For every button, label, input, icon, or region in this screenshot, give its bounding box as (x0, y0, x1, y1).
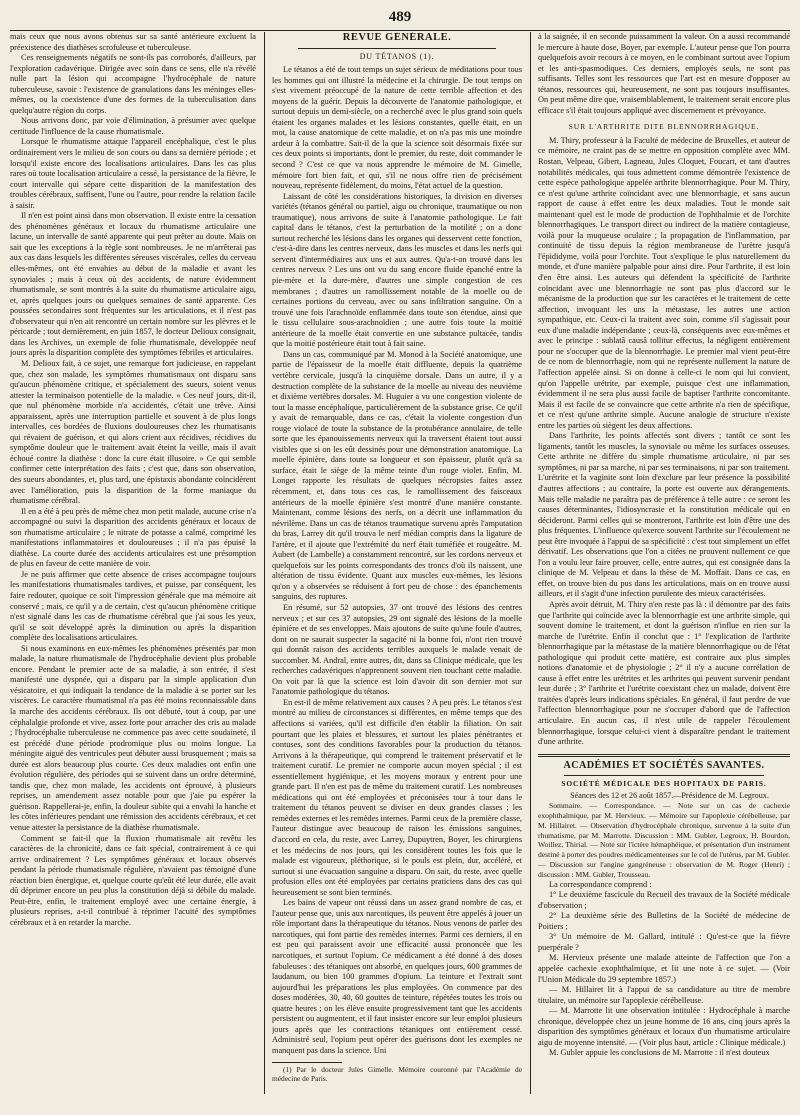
header-rule (10, 30, 790, 31)
paragraph: Je ne puis affirmer que cette absence de crises accompagne toujours les manifestations rhumatismales tardives, et puisse, par conséquent, les faire redouter, quoique ce soit l'impression générale que ma mémoire ait conservé ; mais, ce qu'il y a de certain, c'est qu'aucun phénomène critique n'est signalé dans les cas de rhumatisme cérébral que j'ai sous les yeux, qu'il se soit développé après la diminution ou après la disparition complète des localisations articulaires. (10, 569, 256, 643)
col3-body (538, 136, 790, 748)
paragraph: Nous arrivons donc, par voie d'élimination, à présumer avec quelque certitude l'influence de la cause rhumatismale. (10, 116, 256, 136)
paragraph: M. Thiry, professeur à la Faculté de médecine de Bruxelles, et auteur de ce mémoire, ne craint pas de se mettre en opposition complète avec MM. Rostan, Velpeau, Gibert, Lagneau, Jules Cloquet, Foucart, et tant d'autres notabilités médicales, qui tous admettent comme démontrée l'existence de cette espèce pathologique appelée arthrite blennorrhagique. Pour M. Thiry, ce n'est qu'une arthrite coïncidant avec une blennorrhagie, et sans aucun rapport de cause à effet entre les deux maladies. Tout le monde sait maintenant quel est le mode de production de l'ophthalmie et de l'orchite blennorrhagiques. Le transport direct ou indirect de la matière contagieuse, voilà pour la muqueuse oculaire ; la propagation de l'inflammation, par continuité de tissu depuis la région membraneuse de l'urètre jusqu'à l'épididyme, voilà pour l'orchite. Tout s'explique le plus naturellement du monde, et d'une manière palpable pour ainsi dire. Pour l'arthrite, il est loin d'en être ainsi. Les auteurs qui défendent la spécificité de l'arthrite coïncidant avec une blennorrhagie ne sont pas plus d'accord sur le mécanisme de la production que sur les caractères et le traitement de cette affection, invoquant les uns la métastase, les autres une action sympathique, etc. Ceux-ci la traitent avec soin, comme s'il s'agissait pour eux d'une maladie indépendante ; ceux-là, conséquents avec eux-mêmes et avec le principe : sublatâ causâ tollitur effectus, la négligent entièrement pour ne s'occuper que de la blennorrhagie. Le premier mal vient peut-être de ce nom de blennorrhagie, nom qui ne représente nullement la nature de l'affection appelée ainsi. Si on donne à celle-ci le nom qui lui convient, qu'on l'appelle urétrite, par exemple, puisque c'est une inflammation, évidemment il ne sera plus aussi facile de baptiser l'arthrite concomitante. Mais il est facile de se convaincre que cette arthrite n'a rien de spécifique, et ce n'est qu'une arthrite simple. Aucune analogie de structure n'existe entre les parties où siègent les deux affections. (538, 135, 790, 430)
column-rule-right (530, 32, 531, 1094)
paragraph: 2° La deuxième série des Bulletins de la Société de médecine de Poitiers ; (538, 911, 790, 931)
article-title-tetanos: DU TÉTANOS (1). (359, 51, 435, 61)
paragraph: Le tétanos a été de tout temps un sujet sérieux de méditations pour tous les hommes qui ont illustré la médecine et la chirurgie. De tout temps on s'est vivement préoccupé de la nature de cette terrible affection et des moyens de la guérir. Depuis la découverte de l'anatomie pathologique, et surtout depuis un demi-siècle, on a recherché avec le plus grand soin quels étaient les organes malades et les lésions constantes, quelle était, en un mot, la cause anatomique de cette maladie, et on n'a pas mis une moindre ardeur à la combattre. Sait-il de la que la science soit désormais fixée sur ces deux points si importants, dont le premier, du reste, doit commander le second ? C'est ce que va nous apprendre le mémoire de M. Gimelle, mémoire fort bien fait, et qui, s'il ne nous offre rien de précisément nouveau, représente fidèlement, du moins, l'état actuel de la question. (272, 65, 522, 191)
paragraph: 1° Le deuxième fascicule du Recueil des travaux de la Société médicale d'observation ; (538, 890, 790, 910)
footnote-rule (272, 1062, 342, 1063)
col2-body (272, 65, 522, 1056)
seance-line: Séances des 12 et 26 août 1857.—Présidence de M. Legroux. (570, 790, 769, 800)
title-separator (298, 48, 496, 49)
paragraph: Il en a été à peu près de même chez mon petit malade, aucune crise n'a accompagné ou suivi la disparition des accidents généraux et locaux de son rhumatisme articulaire ; le nitrate de potasse a calmé, comprimé les manifestations inflammatoires et douloureuses ; il n'a pas épuisé la diathèse. La courte durée des accidents articulaires est une présomption de plus en faveur de cette manière de voir. (10, 506, 256, 569)
paragraph: à la saignée, il en seconde puissamment la valeur. On a aussi recommandé le mercure à haute dose, Boyer, par exemple. L'auteur pense que l'on pourra quelquefois avoir recours à ce moyen, en le combinant surtout avec l'opium et les anti-spasmodiques. Ces derniers, employés seuls, ne sont pas suffisants. Telles sont les ressources que l'art est en mesure d'opposer au tétanos, ressources qui, heureusement, ne sont pas toujours insuffisantes. On peut même dire que, vraisemblablement, le traitement serait encore plus efficace s'il était toujours appliqué avec discernement et prévoyance. (538, 32, 790, 115)
footnote: (1) Par le docteur Jules Gimelle. Mémoire couronné par l'Académie de médecine de Paris. (272, 1064, 522, 1083)
paragraph: — M. Marrotte lit une observation intitulée : Hydrocéphale à marche chronique, développée chez un jeune homme de 16 ans, cinq jours après la disparition des symptômes généraux et locaux d'un rhumatisme articulaire aigu de moyenne intensité. — (Voir plus haut, article : Clinique médicale.) (538, 1006, 790, 1047)
paragraph: Il n'en est point ainsi dans mon observation. Il existe entre la cessation des phénomènes généraux et locaux du rhumatisme articulaire une lacune, un intervalle de santé apparente qui peut prêter au doute. Mais on sait que les exceptions à la règle sont nombreuses. Je ne m'arrêterai pas aux cas dans lesquels les différentes séreuses viscérales, celles du cerveau elles-mêmes, ont été envahies au début de la maladie et avant les synoviales ; mais à ceux où des accidents, de nature évidemment rhumatismale, se sont montrés à la suite du rhumatisme articulaire aigu, et, après quelques jours ou quelques semaines de santé apparente. Ces poussées secondaires sont fréquentes sur les articulations, et il n'est pas d'observateur qui n'en ait rencontré un certain nombre sur les plèvres et le péricarde ; tout dernièrement, en juin 1857, le docteur Delioux consignait, dans les Archives, un exemple de folie rhumatismale, développée neuf jours après la disparition complète des symptômes fébriles et articulaires. (10, 211, 256, 358)
journal-page (10, 8, 790, 1099)
article-title-arthrite: SUR L'ARTHRITE DITE BLENNORRHAGIQUE. (568, 122, 760, 132)
paragraph: 3° Un mémoire de M. Gallard, intitulé : Qu'est-ce que la fièvre puerpérale ? (538, 932, 790, 952)
paragraph: Après avoir détruit, M. Thiry n'en reste pas là : il démontre par des faits que l'arthrite qui coïncide avec la blennorrhagie est une arthrite simple, qui souvent domine le traitement, et dont la guérison n'influe en rien sur la marche de l'urétrite. Enfin il conclut que : 1° l'explication de l'arthrite blennorrhagique par la métastase de la matière blennorrhagique ou de l'état pathologique qui produit cette matière, est contraire aux plus simples notions d'anatomie et de physiologie ; 2° il n'y a aucune corrélation de cause à effet entre les urétrites et les arthrites qui peuvent survenir pendant leur durée ; 3° l'arthrite et l'urétrite coexistant chez un malade, doivent être traitées d'après leurs indications spéciales. En général, il faut perdre de vue l'affection blennorrhagique pour ne s'occuper d'abord que de l'affection articulaire. En aucun cas, il n'est utile de rappeler l'écoulement blennorrhagique, lorsque celui-ci vient à disparaître pendant le traitement d'une arthrite. (538, 599, 790, 747)
paragraph: Dans un cas, communiqué par M. Monod à la Société anatomique, une partie de l'épaisseur de la moelle était diffluente, depuis la quatrième vertèbre cervicale, jusqu'à la cinquième dorsale. Dans un autre, il y a destruction complète de la substance de la moelle au niveau des neuvième et dixième vertèbres dorsales. M. Huguier a vu une congestion violente de tout la masse encéphalique, particulièrement de la substance grise. Ce qu'il y avait de remarquable, dans ce cas, c'était la violente congestion d'un rouge violacé de toute la substance de la protubérance annulaire, de telle sorte que les épanouissements nerveux qui la traversent étaient tout aussi visibles que si on les eût dessinés pour une démonstration anatomique. La moelle épinière, dans toute sa longueur et son épaisseur, plutôt qu'à sa surface, était le siège de la même teinte d'un rouge violet. Enfin, M. Longet rapporte les résultats de quelques nécropsies faites assez récemment, et, dans tous ces cas, le ramollissement des faisceaux antérieurs de la moelle épinière s'est montré d'une manière constante. Maintenant, comme lésions des nerfs, on a décrit une inflammation du névrilème. Dans un cas de tétanos traumatique survenu après l'amputation du bras, Larrey dit qu'il trouva le nerf médian compris dans la ligature de l'artère, et il ajoute que l'extrémité du nerf était tuméfiée et rougeâtre. M. Aubert (de Lambelle) a constamment rencontré, sur les cordons nerveux et quelquefois sur les points correspondants des troncs d'où ils naissent, une altération de tissu évidente. Quant aux muscles eux-mêmes, les lésions qu'on y a observées se réduisent à fort peu de chose : des épanchements sanguins, des ruptures. (272, 349, 522, 602)
column-middle (272, 32, 522, 1094)
paragraph: — M. Hillairet lit à l'appui de sa candidature au titre de membre titulaire, un mémoire sur l'apoplexie cérébelleuse. (538, 985, 790, 1005)
paragraph: M. Gubler appuie les conclusions de M. Marrotte : il n'est douteux (549, 1048, 770, 1058)
paragraph: mais ceux que nous avons obtenus sur sa santé antérieure excluent la préexistence des diathèses scrofuleuse et tuberculeuse. (10, 32, 256, 52)
paragraph: Dans l'arthrite, les points affectés sont divers ; tantôt ce sont les ligaments, tantôt les muscles, la synoviale ou même les surfaces osseuses. Cette arthrite ne diffère du simple rhumatisme articulaire, ni par ses symptômes, ni par sa marche, ni par ses terminaisons, ni par son traitement. L'urétrite et la vaginite sont loin d'exclure par leur présence la possibilité d'autres affections ; au contraire, la porte est ouverte aux dérangements. Mais telle maladie ne paraîtra pas de préférence à telle autre : ce seront les causes déterminantes, l'idiosyncrasie et la constitution médicale qui en décideront. Parmi celles qui se montreront, l'arthrite est loin d'être une des plus fréquentes. L'influence qu'exerce souvent l'arthrite sur l'écoulement ne peut être invoquée à l'appui de sa spécificité : c'est tout simplement un effet dérivatif. Les observations que l'on a citées ne prouvent nullement ce que l'on a voulu leur faire prouver, celle, entre autres, qui est consignée dans la clinique de M. Velpeau et dans la thèse de M. Moffait. Dans ce cas, en effet, on trouve bien du pus dans les articulations, mais on en trouve aussi ailleurs, et il s'agit d'une infection purulente des mieux caractérisées. (538, 431, 790, 599)
column-left (10, 32, 256, 1094)
paragraph: M. Delioux fait, à ce sujet, une remarque fort judicieuse, en rappelant que, chez son malade, les symptômes rhumatismaux ont disparu sans qu'aucun phénomène critique, et spécialement des sueurs, soient venus attester la terminaison potentielle de la maladie. « Ces neuf jours, dit-il, que nul phénomène morbide n'a accidentés, c'était une trêve. Ainsi apparaissent, après une interruption partielle et souvent à de plus longs intervalles, ces bordées de fluxions douloureuses chez les rhumatisants qui révaient de guérison, et qui alors crient aux récidives, récidives du symptôme douleur que le traitement avait éteint la veille, mais il avait échoué contre la diathèse : donc la cure était illusoire. » Ce qui semble confirmer cette interprétation des faits ; c'est que, dans son observation, des sueurs abondantes, et, plus tard, une épistaxis abondante coïncidèrent avec l'amélioration, puis la disparition de la forme maniaque du rhumatisme cérébral. (10, 358, 256, 506)
paragraph: M. Hervieux présente une malade atteinte de l'affection que l'on a appelée cachexie exophthalmique, et lit une note à ce sujet. — (Voir l'Union Médicale du 29 septembre 1857.) (538, 953, 790, 984)
society-name: SOCIÉTÉ MÉDICALE DES HOPITAUX DE PARIS. (561, 779, 767, 789)
page-number: 489 (388, 9, 412, 25)
paragraph: En est-il de même relativement aux causes ? A peu près. Le tétanos s'est montré au milieu de circonstances si différentes, en même temps que des affections si variées, qu'il est difficile d'en établir la filiation. On sait pourtant que les plaies et blessures, et surtout les plaies pénétrantes et contuses, sont des conditions favorables pour la production du tétanos. Arrivons à la thérapeutique, qui comprend le traitement préservatif et le traitement curatif. Le premier ne comporte aucun moyen spécial ; il est essentiellement hygiénique, et les moyens moraux y entrent pour une grande part. Il n'en est pas de même du traitement curatif. Les nombreuses médications qui ont été employées et préconisées tour à tour dans le traitement du tétanos peuvent se diviser en deux grandes classes ; les remèdes externes et les remèdes internes. Parmi ceux de la première classe, l'auteur distingue avec beaucoup de raison les émissions sanguines, d'accord en cela, du reste, avec Larrey, Dupuytren, Boyer, les chirurgiens et les médecins de nos jours, qui les considèrent toutes les fois que le malade est vigoureux, pléthorique, si le pouls est plein, dur, accéléré, et surtout si une évacuation sanguine a disparu. On sait, du reste, avec quelle profusion elles ont été employées par certains praticiens dans des cas qui heureusement se sont bien terminés. (272, 697, 522, 897)
section-double-rule (538, 754, 790, 757)
paragraph: Laissant de côté les considérations historiques, la division en diverses variétés (tétanos général ou partiel, aigu ou chronique, traumatique ou non traumatique), nous arrivons de suite à l'anatomie pathologique. Le fait capital dans le tétanos, c'est la perturbation de la motilité ; on a donc surtout recherché les lésions dans les organes qui desservent cette fonction, c'est-à-dire dans les centres nerveux, dans les muscles et dans les nerfs qui servent d'intermédiaires aux uns et aux autres. Qu'a-t-on trouvé dans les centres nerveux ? Les uns ont vu du sang encore fluide épanché entre la pie-mère et la dure-mère, d'autres une simple congestion de ces membranes ; d'autres un ramollissement notable de la moelle ou de certaines portions du cerveau, avec ou sans infiltration sanguine. On a trouvé une fois l'arachnoïde enflammée dans toute son étendue, ainsi que le tissu cellulaire sous-arachnoïdien ; une autre fois toute la moitié antérieure de la moelle était convertie en une substance pultacée, tandis que la moitié postérieure était tout à fait saine. (272, 191, 522, 349)
paragraph: Lorsque le rhumatisme attaque l'appareil encéphalique, c'est le plus ordinairement vers le milieu de son cours ou dans sa dernière période ; et lorsqu'il existe encore des localisations articulaires. Dans les cas plus rares où toute localisation articulaire a cessé, la persistance de la fièvre, le court intervalle qui sépare cette disparition de la manifestation des troubles cérébraux, suffisent, l'une ou l'autre, pour rendre la relation facile à saisir. (10, 137, 256, 210)
column-rule-left (264, 32, 265, 1094)
col1-body (10, 32, 256, 928)
paragraph: En résumé, sur 52 autopsies, 37 ont trouvé des lésions des centres nerveux ; et sur ces 37 autopsies, 29 ont signalé des lésions de la moelle épinière et de ses enveloppes. Mais ajoutons de suite qu'une foule d'autres, dont on ne saurait suspecter la sagacité ni la bonne foi, n'ont rien trouvé qui donnât raison des accidents terribles auxquels le malade venait de succomber. M. Andral, entre autres, dit, dans sa Clinique médicale, que les recherches cadavériques n'apprennent souvent rien touchant cette maladie. On voit par là que la science est loin d'avoir dit son dernier mot sur l'anatomie pathologique du tétanos. (272, 602, 522, 697)
sommaire: Sommaire. — Correspondance. — Note sur un cas de cachexie exophthalmique, par M. Hervieux. — Mémoire sur l'apoplexie cérébelleuse, par M. Hillairet. — Observation d'hydrocéphale chronique, survenue à la suite d'un rhumatisme, par M. Marrotte. Discussion : MM. Gubler, Legroux, H. Bourdon, Woillez, Thirial. — Note sur l'ictère hémaphéique, et présentation d'un instrument destiné à porter des poudres médicamenteuses sur le col de l'utérus, par M. Gubler. — Discussion sur l'angine gangréneuse : observation de M. Roger (Henri) ; discussion : MM. Gubler, Trousseau. (538, 801, 790, 879)
society-separator (564, 775, 764, 776)
paragraph: Comment se fait-il que la fluxion rhumatismale ait revêtu les caractères de la chronicité, dans ce fait spécial, contrairement à ce qui arrive ordinairement ? Les symptômes généraux et locaux observés pendant la période rhumatismale régulière, n'avaient pas témoigné d'une réaction bien énergique, et, quelque courte qu'eût été leur durée, elle avait dû déprimer encore un peu plus la constitution déjà si débile du malade. Peut-être, enfin, le traitement employé avec une certaine énergie, à plusieurs reprises, a-t-il contribué à réprimer l'acuité des symptômes cérébraux et à en retarder la marche. (10, 833, 256, 927)
paragraph: Si nous examinons en eux-mêmes les phénomènes présentés par mon malade, la nature rhumatismale de l'hydrocéphalie devient plus probable encore. Pendant le premier acte de sa maladie, à son entrée, il s'est manifesté une dyspnée, qui a disparu par la simple application d'un vésicatoire, et qui indiquait la tendance de la maladie à se porter sur les viscères. Le caractère rhumatismal n'a pas été moins reconnaissable dans la marche des accidents cérébraux. Ils ont débuté, tout à coup, par une céphalalgie profonde et vive, assez forte pour arracher des cris au malade ; l'hydrocéphalie tuberculeuse ne commence pas avec cette soudaineté, il est précédé d'une période prodromique plus ou moins longue. La méningite aiguë des ventricules peut débuter aussi brusquement ; mais sa durée est alors beaucoup plus courte. Ces deux maladies ont enfin une évolution régulière, des périodes qui se suivent dans un ordre déterminé, tandis que, chez mon malade, les accidents ont éprouvé, à plusieurs reprises, un amendement assez notable pour que j'aie pu espérer la guérison. Rappellerai-je, enfin, la douleur subite qui a envahi la hanche et les côtes inférieures pendant une rémission des accidents cérébraux, et cet venue attester la persistance de la diathèse rhumatismale. (10, 643, 256, 833)
section-title-revue: REVUE GÉNÉRALE. (342, 32, 452, 43)
col3-intro (538, 32, 790, 116)
section-title-academies: ACADÉMIES ET SOCIÉTÉS SAVANTES. (563, 759, 765, 771)
column-right (538, 32, 790, 1094)
col3-closing (538, 880, 790, 1059)
paragraph: Les bains de vapeur ont réussi dans un assez grand nombre de cas, et l'auteur pense que, unis aux narcotiques, ils peuvent être appelés à jouer un rôle important dans la thérapeutique du tétanos. Nous venons de parler des narcotiques, qui font partie des remèdes internes. Parmi ces derniers, il en est peu qui paraissent avoir une efficacité aussi prononcée que les narcotiques, et surtout l'opium. Ce médicament a été donné à des doses fabuleuses : des tétaniques ont absorbé, en quelques jours, 600 grammes de laudanum, ou bien 100 grammes d'opium. La teinture et l'extrait sont aujourd'hui les préparations les plus employées. On commence par des doses modérées, 30, 40, 60 gouttes de teinture, répétées toutes les trois ou quatre heures ; on les élève ensuite progressivement tant que les accidents persistent ou augmentent, et il faut insister encore sur leur emploi plusieurs jours après que les contractions tétaniques ont entièrement cessé. Administré seul, l'opium peut opérer des guérisons dont les exemples ne manquent pas dans la science. Uni (272, 898, 522, 1055)
paragraph: La correspondance comprend : (549, 879, 652, 889)
paragraph: Ces renseignements négatifs ne sont-ils pas corroborés, d'ailleurs, par l'exploration cadavérique. Dirigée avec soin dans ce sens, elle n'a révélé nulle part la lésion qui accompagne l'hydrocéphale de nature tuberculeuse, savoir : l'existence de granulations dans les méninges elles-mêmes, ou la coexistence d'une des formes de la tuberculisation dans quelqu'autre région du corps. (10, 53, 256, 115)
